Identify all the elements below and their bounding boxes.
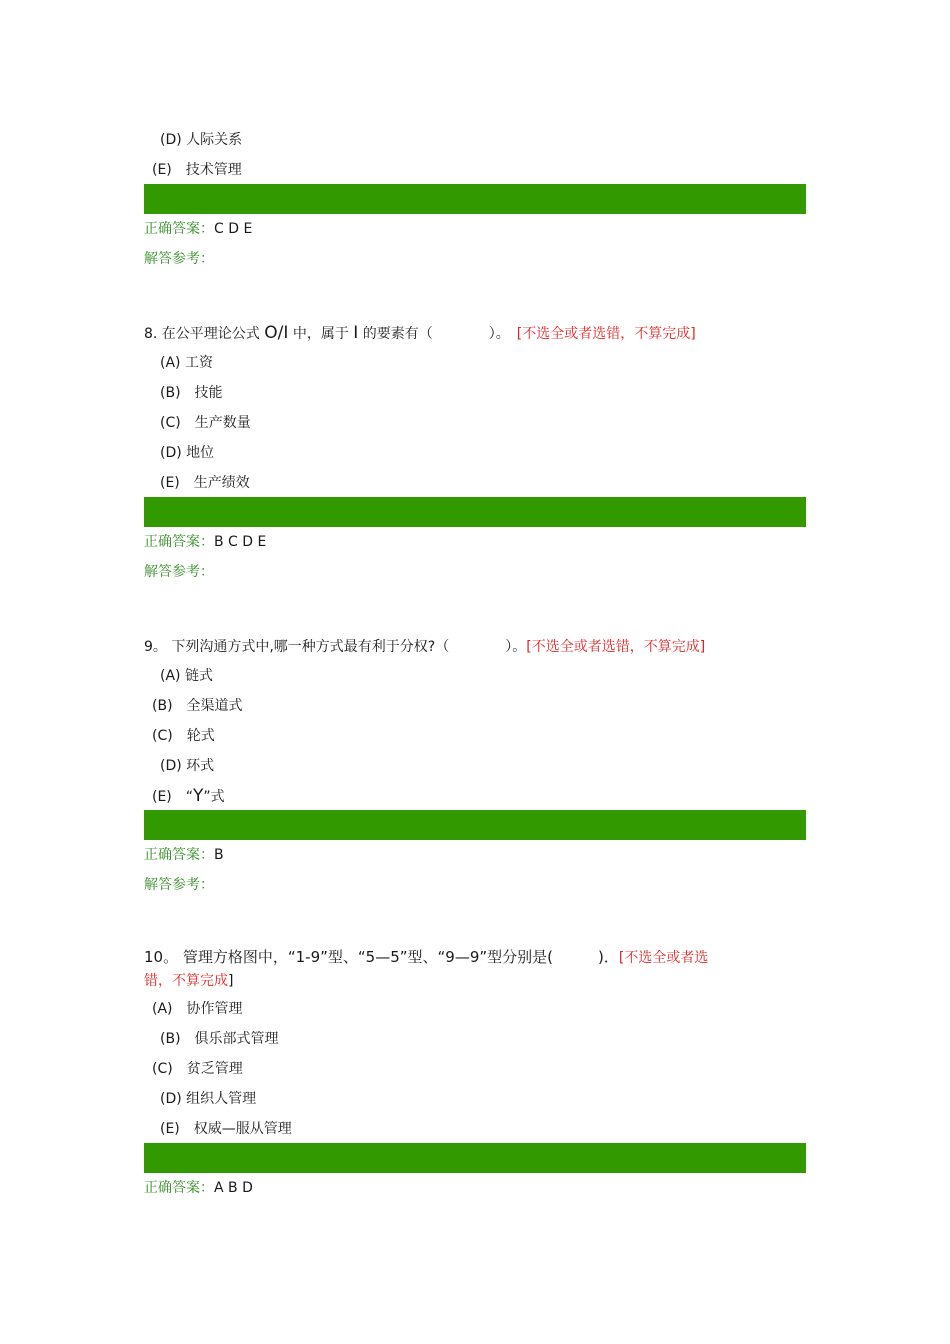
answer-bar <box>144 497 806 527</box>
question-10: 10。 管理方格图中，“1-9”型、“5—5”型、“9—9”型分别是( )．[不选全或者选 <box>144 948 709 966</box>
answer-bar <box>144 1143 806 1173</box>
option-a: (A) 协作管理 <box>152 1001 243 1017</box>
option-d: (D) 地位 <box>160 445 215 461</box>
option-c: (C) 生产数量 <box>160 415 251 431</box>
option-e: (E) 权威—服从管理 <box>160 1121 292 1137</box>
option-d: (D) 人际关系 <box>160 132 243 148</box>
option-d: (D) 环式 <box>160 758 215 774</box>
option-b: (B) 全渠道式 <box>152 698 243 714</box>
correct-answer: 正确答案：C D E <box>144 221 253 237</box>
question-8: 8. 在公平理论公式 O/I 中，属于 I 的要素有（ ）。 [不选全或者选错，不算完成] <box>144 323 696 343</box>
option-e: (E) 生产绩效 <box>160 475 250 491</box>
option-b: (B) 俱乐部式管理 <box>160 1031 279 1047</box>
option-c: (C) 贫乏管理 <box>152 1061 243 1077</box>
option-e: (E) 技术管理 <box>152 162 242 178</box>
option-d: (D) 组织人管理 <box>160 1091 257 1107</box>
option-e: (E) “Y”式 <box>152 786 225 806</box>
option-a: (A) 链式 <box>160 668 213 684</box>
answer-bar <box>144 810 806 840</box>
question-9: 9。 下列沟通方式中,哪一种方式最有利于分权?（ ）。[不选全或者选错，不算完成] <box>144 639 706 655</box>
answer-reference: 解答参考： <box>144 877 214 893</box>
answer-bar <box>144 184 806 214</box>
option-b: (B) 技能 <box>160 385 223 401</box>
option-a: (A) 工资 <box>160 355 213 371</box>
answer-reference: 解答参考： <box>144 251 214 267</box>
correct-answer: 正确答案：A B D <box>144 1180 253 1196</box>
correct-answer: 正确答案：B C D E <box>144 534 267 550</box>
option-c: (C) 轮式 <box>152 728 215 744</box>
answer-reference: 解答参考： <box>144 564 214 580</box>
question-10-note-continued: 错，不算完成] <box>144 973 234 989</box>
correct-answer: 正确答案：B <box>144 847 224 863</box>
